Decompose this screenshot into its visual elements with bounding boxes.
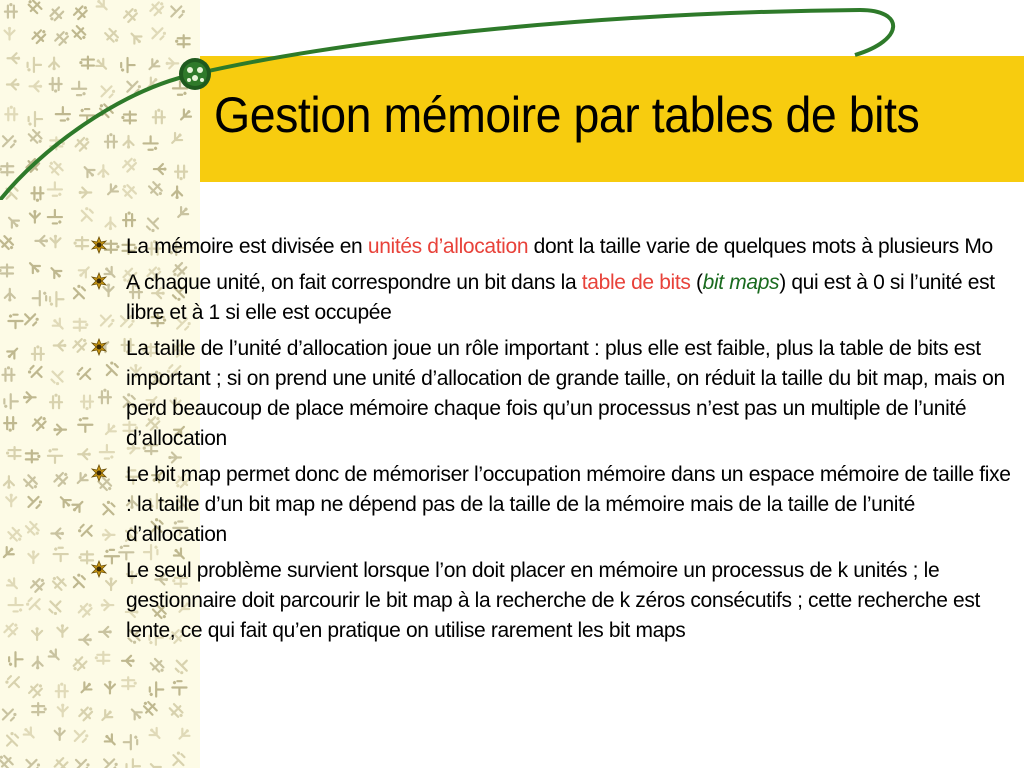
pattern-glyph [55, 107, 72, 124]
pattern-glyph [53, 425, 66, 435]
pattern-glyph [24, 155, 43, 174]
pattern-glyph [46, 647, 62, 663]
pattern-glyph [26, 760, 40, 768]
pattern-glyph [122, 656, 135, 666]
pattern-glyph [26, 260, 42, 276]
slide-title: Gestion mémoire par tables de bits [214, 87, 920, 143]
pattern-glyph [94, 56, 110, 72]
pattern-glyph [78, 105, 95, 122]
pattern-glyph [23, 392, 36, 402]
pattern-glyph [79, 187, 92, 197]
starburst-bullet-icon [90, 560, 108, 578]
bullet-text: A chaque unité, on fait correspondre un bit dans la [126, 271, 582, 294]
pattern-glyph [102, 86, 116, 97]
pattern-glyph [71, 335, 90, 354]
pattern-glyph [127, 82, 141, 93]
pattern-glyph [57, 624, 67, 637]
pattern-glyph [5, 27, 15, 40]
pattern-glyph [146, 57, 162, 73]
pattern-glyph [0, 752, 15, 768]
pattern-glyph [49, 573, 68, 592]
pattern-glyph [148, 0, 167, 17]
pattern-glyph [5, 106, 17, 121]
pattern-glyph [50, 316, 66, 332]
pattern-glyph [175, 166, 187, 181]
pattern-glyph [175, 205, 191, 221]
pattern-glyph [76, 760, 90, 768]
pattern-glyph [52, 469, 71, 488]
pattern-glyph [22, 473, 41, 492]
pattern-glyph [21, 725, 37, 741]
pattern-glyph [94, 0, 110, 13]
bullet-text: ( [690, 271, 703, 294]
pattern-glyph [105, 681, 115, 694]
pattern-glyph [176, 726, 192, 742]
pattern-glyph [51, 756, 70, 768]
pattern-glyph [30, 210, 40, 223]
pattern-glyph [0, 394, 17, 411]
pattern-glyph [74, 237, 89, 249]
pattern-glyph [8, 598, 25, 615]
pattern-glyph [121, 155, 140, 174]
pattern-glyph [70, 24, 89, 43]
pattern-glyph [166, 58, 179, 68]
starburst-bullet-icon [90, 272, 108, 290]
pattern-glyph [147, 180, 166, 199]
pattern-glyph [149, 657, 168, 676]
pattern-glyph [140, 698, 159, 717]
starburst-bullet-icon [90, 338, 108, 356]
pattern-glyph [121, 112, 136, 124]
pattern-glyph [147, 761, 163, 768]
pattern-glyph [119, 181, 138, 200]
pattern-glyph [123, 759, 140, 768]
italic-term: bit maps [702, 271, 780, 294]
pattern-glyph [102, 732, 118, 748]
pattern-glyph [25, 111, 42, 128]
pattern-glyph [103, 27, 122, 46]
pattern-glyph [5, 652, 22, 669]
pattern-glyph [29, 497, 43, 508]
pattern-glyph [33, 657, 43, 670]
pattern-glyph [7, 80, 20, 90]
pattern-glyph [6, 311, 23, 328]
pattern-glyph [50, 394, 62, 409]
highlight-term: unités d’allocation [367, 235, 529, 258]
pattern-glyph [50, 137, 65, 149]
pattern-glyph [74, 574, 85, 588]
pattern-glyph [7, 185, 18, 199]
pattern-glyph [46, 291, 63, 308]
pattern-glyph [152, 28, 166, 39]
pattern-glyph [53, 28, 72, 47]
pattern-glyph [6, 447, 21, 459]
pattern-glyph [55, 727, 65, 740]
pattern-glyph [5, 289, 15, 302]
pattern-glyph [0, 265, 13, 277]
bullet-text: La taille de l’unité d’allocation joue un rôle important : plus elle est faible, plus la table de bits est important ; si on prend une unité d’allocation de grande taille, on réduit la taille du bit map, mais on perd beaucoup de place mémoire chaque fois qu’un processus n’est pas un multiple de l’unité d’allocation [126, 337, 1005, 450]
pattern-glyph [96, 100, 115, 119]
pattern-glyph [147, 218, 158, 232]
pattern-glyph [32, 703, 47, 715]
pattern-glyph [2, 366, 14, 381]
pattern-glyph [176, 661, 187, 675]
pattern-glyph [124, 733, 141, 750]
highlight-term: table de bits [581, 271, 691, 294]
pattern-glyph [2, 620, 21, 639]
pattern-glyph [71, 82, 88, 99]
pattern-glyph [173, 752, 184, 766]
pattern-glyph [154, 164, 167, 174]
pattern-glyph [75, 731, 89, 742]
pattern-glyph [50, 235, 60, 248]
pattern-glyph [58, 704, 68, 717]
pattern-glyph [28, 366, 42, 377]
pattern-glyph [5, 676, 19, 687]
pattern-glyph [47, 210, 64, 227]
bullet-item [90, 268, 1015, 328]
pattern-glyph [31, 187, 43, 202]
pattern-glyph [171, 6, 185, 17]
pattern-glyph [5, 3, 17, 18]
pattern-glyph [117, 57, 134, 74]
pattern-glyph [74, 471, 90, 487]
pattern-glyph [54, 340, 67, 350]
pattern-glyph [7, 732, 18, 746]
pattern-glyph [56, 683, 68, 698]
pattern-glyph [48, 265, 64, 281]
pattern-glyph [4, 476, 14, 489]
pattern-glyph [25, 0, 44, 15]
pattern-glyph [99, 708, 115, 724]
pattern-glyph [5, 345, 21, 361]
pattern-glyph [32, 627, 42, 640]
starburst-bullet-icon [90, 236, 108, 254]
bullet-text: ) qui est à 0 si l’unité est libre et à 1 si elle est occupée [126, 271, 995, 324]
pattern-glyph [29, 575, 48, 594]
pattern-glyph [28, 550, 38, 563]
pattern-glyph [3, 136, 17, 147]
pattern-glyph [33, 289, 50, 306]
pattern-glyph [31, 413, 50, 432]
pattern-glyph [26, 450, 41, 462]
pattern-glyph [78, 680, 94, 696]
pattern-glyph [26, 598, 40, 609]
pattern-glyph [175, 35, 190, 47]
pattern-glyph [98, 165, 108, 178]
pattern-glyph [169, 130, 185, 146]
pattern-glyph [122, 677, 137, 689]
pattern-glyph [6, 494, 16, 507]
pattern-glyph [50, 78, 62, 93]
pattern-glyph [51, 544, 68, 561]
bullet-item [90, 460, 1015, 550]
pattern-glyph [168, 702, 187, 721]
pattern-glyph [105, 218, 115, 231]
pattern-glyph [45, 445, 62, 462]
starburst-bullet-icon [90, 464, 108, 482]
pattern-glyph [49, 601, 60, 615]
pattern-glyph [78, 449, 91, 459]
bullet-item [90, 556, 1015, 646]
pattern-glyph [146, 682, 163, 699]
bullet-text: dont la taille varie de quelques mots à plusieurs Mo [528, 235, 993, 258]
pattern-glyph [30, 81, 43, 91]
pattern-glyph [128, 706, 144, 722]
pattern-glyph [73, 134, 92, 153]
pattern-glyph [124, 136, 134, 149]
pattern-glyph [24, 520, 43, 539]
pattern-glyph [178, 107, 194, 123]
pattern-glyph [47, 182, 64, 199]
pattern-glyph [46, 158, 65, 177]
bullet-item [90, 334, 1015, 454]
pattern-glyph [105, 133, 117, 148]
pattern-glyph [128, 30, 144, 46]
pattern-glyph [81, 164, 97, 180]
bullet-text: La mémoire est divisée en [126, 235, 368, 258]
pattern-glyph [74, 285, 85, 299]
pattern-glyph [153, 109, 165, 124]
pattern-glyph [4, 417, 16, 432]
pattern-glyph [47, 5, 66, 24]
pattern-glyph [172, 81, 189, 98]
pattern-glyph [24, 57, 41, 74]
bullet-text: Le seul problème survient lorsque l’on doit placer en mémoire un processus de k unités ; le gestionnaire doit parcourir le bit map à la recherche de k zéros consécutifs ; cette recherche est lente, ce qui fait qu’en pratique on utilise rarement les bit maps [126, 559, 980, 642]
pattern-glyph [0, 234, 17, 253]
pattern-glyph [57, 494, 73, 510]
pattern-glyph [74, 319, 89, 331]
pattern-glyph [32, 345, 44, 360]
pattern-glyph [51, 529, 64, 539]
pattern-glyph [105, 182, 121, 198]
pattern-glyph [25, 314, 39, 325]
pattern-glyph [49, 58, 59, 71]
pattern-glyph [77, 704, 96, 723]
pattern-glyph [170, 677, 187, 694]
pattern-glyph [95, 652, 110, 664]
pattern-glyph [77, 368, 91, 379]
pattern-glyph [147, 725, 163, 741]
pattern-glyph [72, 2, 91, 21]
bullet-text: Le bit map permet donc de mémoriser l’occupation mémoire dans un espace mémoire de taille fixe : la taille d’un bit map ne dépend pas de la taille de la mémoire mais de la taille de l’unité d’allocation [126, 463, 1011, 546]
pattern-glyph [27, 681, 46, 700]
bullet-item [90, 232, 1015, 262]
pattern-glyph [122, 5, 141, 24]
pattern-glyph [144, 75, 160, 91]
pattern-glyph [0, 545, 16, 561]
pattern-glyph [123, 212, 135, 227]
pattern-glyph [35, 236, 48, 246]
pattern-glyph [4, 576, 20, 592]
pattern-glyph [104, 759, 118, 768]
pattern-glyph [70, 655, 89, 674]
bullet-list [90, 232, 1015, 652]
pattern-glyph [6, 214, 22, 230]
pattern-glyph [82, 207, 93, 221]
pattern-glyph [30, 26, 49, 45]
pattern-glyph [6, 526, 25, 545]
pattern-glyph [0, 163, 13, 175]
pattern-glyph [3, 709, 17, 720]
pattern-glyph [172, 186, 182, 199]
pattern-glyph [79, 57, 94, 69]
pattern-glyph [143, 136, 160, 153]
pattern-glyph [8, 53, 21, 63]
pattern-glyph [70, 498, 86, 514]
pattern-glyph [27, 128, 46, 147]
pattern-glyph [52, 372, 63, 386]
